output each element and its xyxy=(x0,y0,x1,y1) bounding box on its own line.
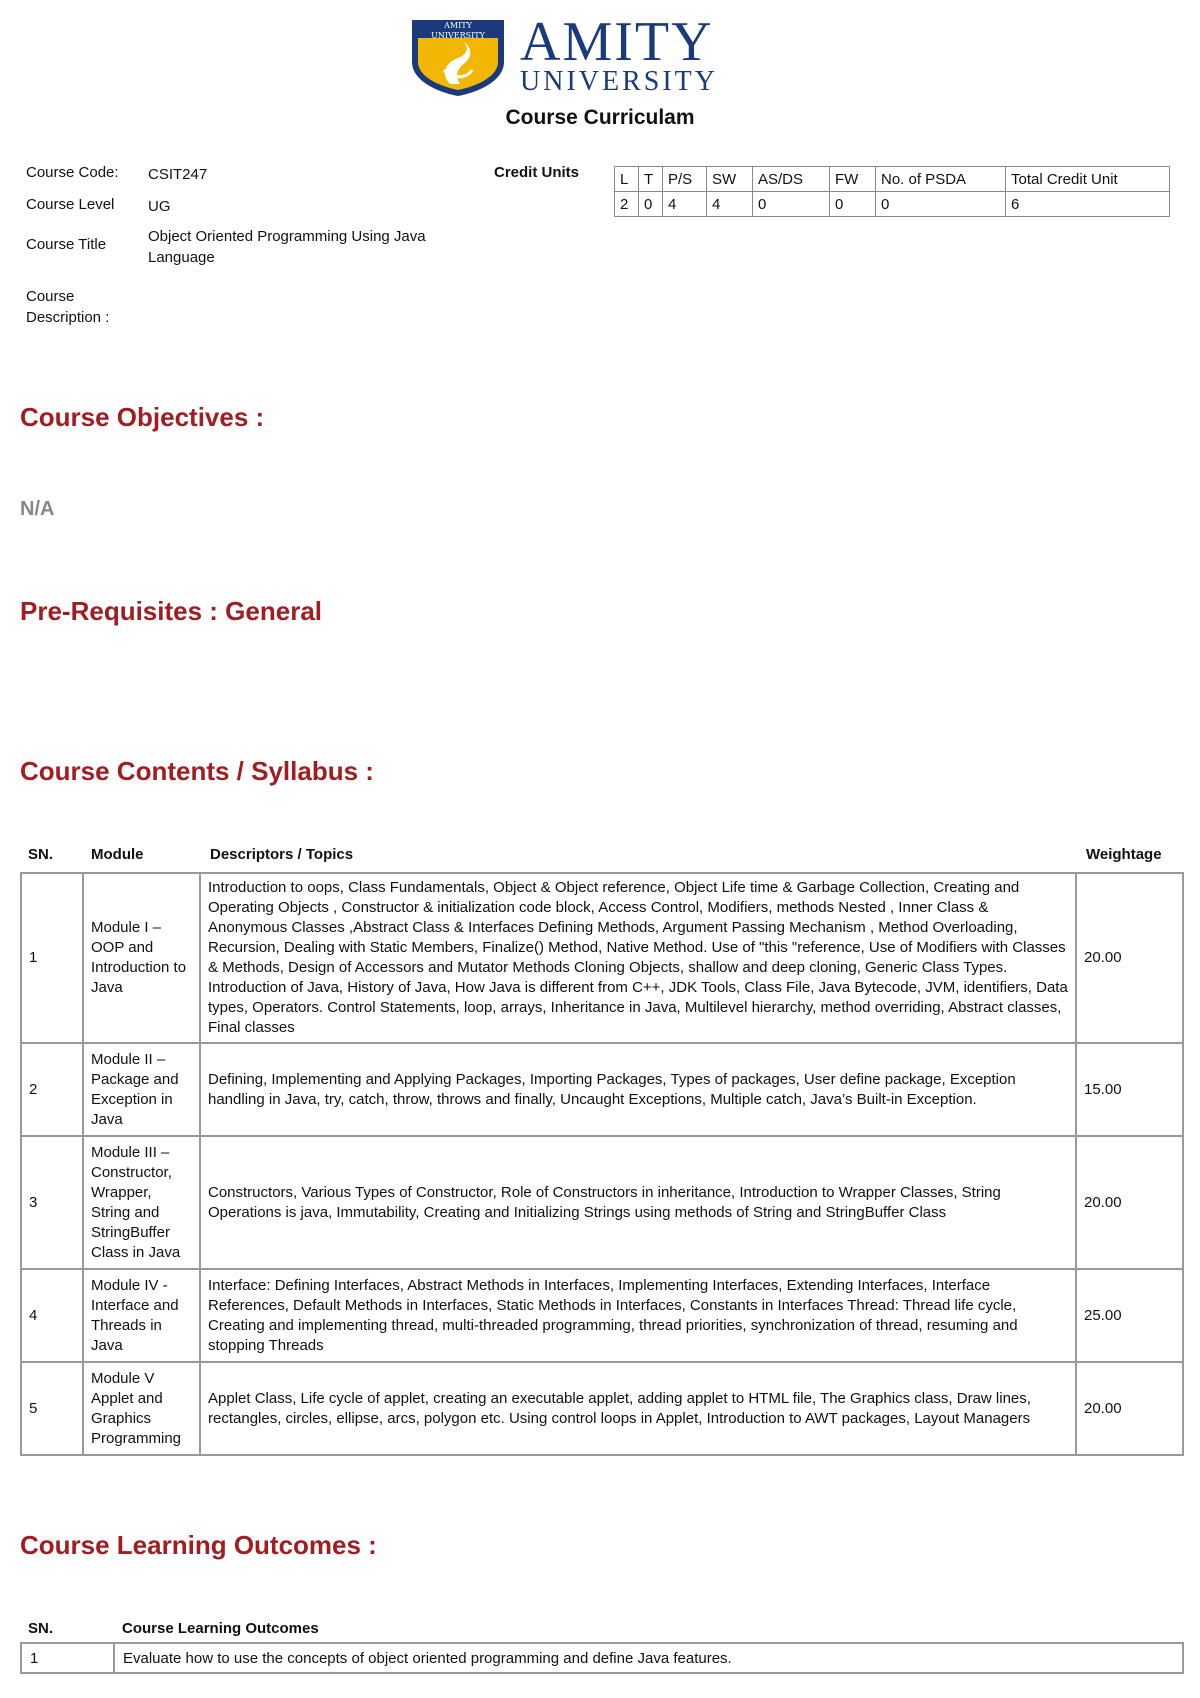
course-level-value: UG xyxy=(148,198,171,215)
course-code-label: Course Code: xyxy=(26,164,119,181)
table-row xyxy=(21,1269,1183,1362)
syllabus-header-weightage: Weightage xyxy=(1086,846,1162,863)
syllabus-sn: 2 xyxy=(21,1043,83,1136)
logo-name-top: AMITY xyxy=(520,11,714,73)
outcomes-table xyxy=(20,1642,1184,1674)
syllabus-topics: Introduction to oops, Class Fundamentals, Object & Object reference, Object Life time & Garbage Collection, Creating and Operating Objects , Constructor & initialization code block, Access Control, Modifiers, methods Nested , Inner Class & Anonymous Classes ,Abstract Class & Interfaces Defining Methods, Argument Passing Mechanism , Method Overloading, Recursion, Dealing with Static Members, Finalize() Method, Native Method. Use of "this "reference, Use of Modifiers with Classes & Methods, Design of Accessors and Mutator Methods Cloning Objects, shallow and deep cloning, Generic Class Types. Introduction of Java, History of Java, How Java is different from C++, JDK Tools, Class File, Java Bytecode, JVM, identifiers, Data types, Operators. Control Statements, loop, arrays, Inheritance in Java, Multilevel hierarchy, method overriding, Abstract classes, Final classes xyxy=(200,873,1076,1043)
syllabus-topics: Constructors, Various Types of Constructor, Role of Constructors in inheritance, Introduction to Wrapper Classes, String Operations is java, Immutability, Creating and Initializing Strings using methods of String and StringBuffer Class xyxy=(200,1136,1076,1269)
syllabus-weightage: 15.00 xyxy=(1076,1043,1183,1136)
syllabus-weightage: 25.00 xyxy=(1076,1269,1183,1362)
course-objectives-text: N/A xyxy=(20,498,55,520)
credit-value-cell: 2 xyxy=(615,192,639,217)
credit-value-cell: 0 xyxy=(876,192,1006,217)
credit-header-cell: P/S xyxy=(663,167,707,192)
table-row xyxy=(21,1643,1183,1673)
syllabus-topics: Defining, Implementing and Applying Packages, Importing Packages, Types of packages, User define package, Exception handling in Java, try, catch, throw, throws and finally, Uncaught Exceptions, Multiple catch, Java’s Built-in Exception. xyxy=(200,1043,1076,1136)
syllabus-sn: 4 xyxy=(21,1269,83,1362)
credit-header-cell: T xyxy=(639,167,663,192)
course-description-label-1: Course xyxy=(26,288,75,305)
course-level-label: Course Level xyxy=(26,196,115,213)
table-row xyxy=(21,1136,1183,1269)
syllabus-header-module: Module xyxy=(91,846,144,863)
course-code-value: CSIT247 xyxy=(148,166,208,183)
syllabus-topics: Interface: Defining Interfaces, Abstract Methods in Interfaces, Implementing Interfaces, Extending Interfaces, Interface References, Default Methods in Interfaces, Static Methods in Interfaces, Constants in Interfaces Thread: Thread life cycle, Creating and implementing thread, multi-threaded programming, thread priorities, synchronization of thread, resuming and stopping Threads xyxy=(200,1269,1076,1362)
credit-header-cell: AS/DS xyxy=(753,167,830,192)
course-contents-heading: Course Contents / Syllabus : xyxy=(20,756,374,786)
course-description-label-2: Description : xyxy=(26,309,110,326)
credit-header-cell: SW xyxy=(707,167,753,192)
syllabus-weightage: 20.00 xyxy=(1076,873,1183,1043)
learning-outcomes-heading: Course Learning Outcomes : xyxy=(20,1530,377,1560)
syllabus-sn: 1 xyxy=(21,873,83,1043)
table-row xyxy=(21,873,1183,1043)
credit-value-cell: 4 xyxy=(663,192,707,217)
syllabus-module: Module I – OOP and Introduction to Java xyxy=(83,873,200,1043)
credit-value-cell: 4 xyxy=(707,192,753,217)
credit-units-table xyxy=(614,166,1170,217)
syllabus-module: Module IV - Interface and Threads in Java xyxy=(83,1269,200,1362)
outcome-text: Evaluate how to use the concepts of object oriented programming and define Java features. xyxy=(114,1643,1183,1673)
table-row xyxy=(21,1362,1183,1455)
credit-header-cell: Total Credit Unit xyxy=(1006,167,1170,192)
credit-value-cell: 0 xyxy=(753,192,830,217)
syllabus-table xyxy=(20,872,1184,1456)
course-objectives-heading: Course Objectives : xyxy=(20,402,265,432)
credit-value-cell: 0 xyxy=(639,192,663,217)
amity-logo xyxy=(410,11,800,100)
syllabus-module: Module III – Constructor, Wrapper, String and StringBuffer Class in Java xyxy=(83,1136,200,1269)
credit-value-row xyxy=(615,192,1170,217)
syllabus-module: Module II – Package and Exception in Java xyxy=(83,1043,200,1136)
outcomes-header-title: Course Learning Outcomes xyxy=(122,1620,319,1637)
course-title-value: Object Oriented Programming Using Java Language xyxy=(148,228,426,266)
prerequisites-heading: Pre-Requisites : General xyxy=(20,596,322,626)
course-title-label: Course Title xyxy=(26,236,107,253)
credit-value-cell: 6 xyxy=(1006,192,1170,217)
syllabus-header-sn: SN. xyxy=(28,846,54,863)
credit-header-cell: No. of PSDA xyxy=(876,167,1006,192)
credit-units-label: Credit Units xyxy=(494,164,580,181)
logo-name-bottom: UNIVERSITY xyxy=(520,66,718,97)
outcomes-header-sn: SN. xyxy=(28,1620,54,1637)
credit-header-cell: FW xyxy=(830,167,876,192)
crest-badge-text: AMITY UNIVERSITY xyxy=(431,21,485,40)
outcome-sn: 1 xyxy=(21,1643,114,1673)
table-row xyxy=(21,1043,1183,1136)
syllabus-header-topics: Descriptors / Topics xyxy=(210,846,354,863)
syllabus-weightage: 20.00 xyxy=(1076,1136,1183,1269)
syllabus-sn: 3 xyxy=(21,1136,83,1269)
credit-header-cell: L xyxy=(615,167,639,192)
syllabus-weightage: 20.00 xyxy=(1076,1362,1183,1455)
credit-header-row xyxy=(615,167,1170,192)
document-title: Course Curriculam xyxy=(505,106,695,129)
syllabus-topics: Applet Class, Life cycle of applet, creating an executable applet, adding applet to HTML file, The Graphics class, Draw lines, rectangles, circles, ellipse, arcs, polygon etc. Using control loops in Applet, Introduction to AWT packages, Layout Managers xyxy=(200,1362,1076,1455)
credit-value-cell: 0 xyxy=(830,192,876,217)
syllabus-sn: 5 xyxy=(21,1362,83,1455)
syllabus-module: Module V Applet and Graphics Programming xyxy=(83,1362,200,1455)
